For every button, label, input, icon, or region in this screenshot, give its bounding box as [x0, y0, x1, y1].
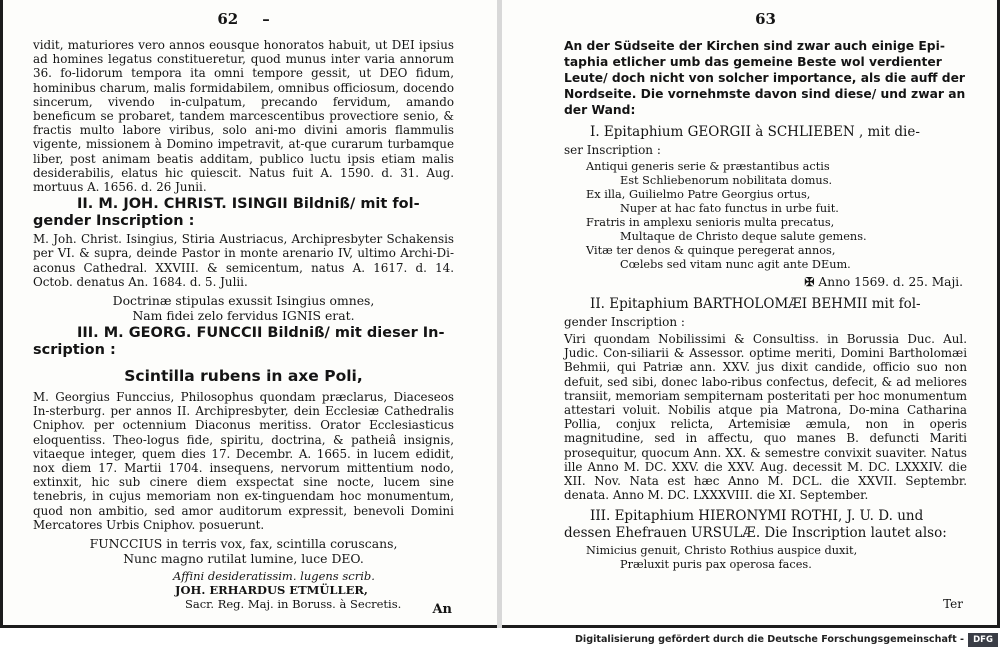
- section-heading-isingii: II. M. JOH. CHRIST. ISINGII Bildniß/ mit fol-gender Inscription :: [33, 196, 420, 230]
- signature-line-3: Sacr. Reg. Maj. in Boruss. à Secretis.: [185, 597, 402, 612]
- funccius-title: Scintilla rubens in axe Poli,: [124, 367, 363, 386]
- catchword-right: Ter: [943, 597, 963, 611]
- epitaph-1-verse: Ex illa, Guilielmo Patre Georgius ortus,: [586, 188, 811, 201]
- epitaph-1-inscription-label: ser Inscription :: [564, 143, 661, 157]
- south-side-intro: An der Südseite der Kirchen sind zwar auch einige Epi-taphia etlicher umb das gemeine Beste wol verdienter Leute/ doch nicht von solcher importance, als die auff der Nordseite. Die vornehmste davon sind diese/ und zwar an der Wand:: [564, 39, 966, 117]
- epitaph-3-title: III. Epitaphium HIERONYMI ROTHI, J. U. D. und dessen Ehefrauen URSULÆ. Die Inscription lautet also:: [564, 508, 947, 542]
- catchword-left: An: [432, 602, 452, 617]
- section-heading-funccii: III. M. GEORG. FUNCCII Bildniß/ mit dieser In-scription :: [33, 325, 445, 359]
- right-page: [502, 0, 1000, 628]
- epitaph-1-verse: Est Schliebenorum nobilitata domus.: [620, 174, 833, 187]
- paragraph-isingius-text: M. Joh. Christ. Isingius, Stiria Austriacus, Archipresbyter Schakensis per VI. & supra, deinde Pastor in monte arenario IV, ultimo Archi-Di-aconus Cathedral. XXVIII. & semicentum, natus A. 1617. d. 14. Octob. denatus An. 1684. d. 5. Julii.: [33, 232, 454, 289]
- epitaph-1-date: ✠ Anno 1569. d. 25. Maji.: [804, 275, 963, 289]
- epitaph-1-verse: Fratris in amplexu senioris multa precatus,: [586, 216, 835, 229]
- paragraph-funccius-text: M. Georgius Funccius, Philosophus quondam præclarus, Diaceseos In-sterburg. per annos II. Archipresbyter, dein Ecclesiæ Cathedralis Cniphov. per octennium Diaconus meritiss. Orator Ecclesiasticus eloquentiss. Theo-logus fide, spiritu, doctrina, & patheiâ insignis, vitaeque integer, quem dies 17. Decembr. A. 1665. in lucem edidit, nox diem 17. Martii 1704. insequens, nervorum mittentium nodo, extinxit, hic sub cinere diem exspectat sine nocte, lucem sine tenebris, in cujus memoriam non ex-tinguendam hoc monumentum, quod non ambitio, sed amor auditorum expressit, benevoli Domini Mercatores Urbis Cniphov. posuerunt.: [33, 390, 454, 532]
- epitaph-2-title: II. Epitaphium BARTHOLOMÆI BEHMII mit fol-: [590, 296, 921, 312]
- epitaph-1-verse: Cœlebs sed vitam nunc agit ante DEum.: [620, 258, 851, 271]
- epitaph-1-title: I. Epitaphium GEORGII à SCHLIEBEN , mit die-: [590, 124, 920, 140]
- signature-line-1: Affini desideratissim. lugens scrib.: [173, 569, 375, 584]
- epitaph-1-verse: Multaque de Christo deque salute gemens.: [620, 230, 867, 243]
- page-number-62: 62 –: [217, 10, 270, 28]
- funding-banner: [574, 632, 1000, 649]
- left-page: [0, 0, 498, 628]
- epitaph-1-verse: Vitæ ter denos & quinque peregerat annos,: [586, 244, 836, 257]
- right-page-content: [564, 8, 967, 619]
- epitaph-2-inscription-label: gender Inscription :: [564, 315, 685, 329]
- epitaph-3-verse: Nimicius genuit, Christo Rothius auspice duxit,: [586, 544, 858, 558]
- page-number-63: 63: [755, 10, 776, 28]
- signature-line-2: JOH. ERHARDUS ETMÜLLER,: [175, 583, 368, 598]
- funding-banner-text: Digitalisierung gefördert durch die Deutsche Forschungsgemeinschaft -: [574, 634, 964, 645]
- dfg-logo: DFG: [968, 633, 998, 647]
- epitaph-1-verse: Antiqui generis serie & præstantibus actis: [586, 160, 830, 173]
- epitaph-3-verse: Præluxit puris pax operosa faces.: [620, 558, 812, 572]
- epitaph-1-verse: Nuper at hac fato functus in urbe fuit.: [620, 202, 839, 215]
- left-page-content: [33, 8, 454, 619]
- motto-isingius: Doctrinæ stipulas exussit Isingius omnes, Nam fidei zelo fervidus IGNIS erat.: [112, 293, 375, 324]
- epitaph-2-text: Viri quondam Nobilissimi & Consultiss. in Borussia Duc. Aul. Judic. Con-siliarii & Assessor. optime meriti, Domini Bartholomæi Behmii, qui Patriæ ann. XXV. jus dixit candide, officio suo non defuit, sed sibi, donec labo-ribus confectus, defecit, & ad meliores transiit, memoriam sempiternam posteritati per hoc monumentum attestari voluit. Nobilis atque pia Matrona, Do-mina Catharina Pollia, conjux relicta, Artemisiæ æmula, non in operis magnitudine, sed in affectu, quo manes B. defuncti Mariti prosequitur, quocum Ann. XX. & semestre convixit suaviter. Natus ille Anno M. DC. XXV. die XXV. Aug. decessit M. DC. LXXXIV. die XII. Nov. Nata est hæc Anno M. DCL. die XXVII. Septembr. denata. Anno M. DC. LXXXVIII. die XI. September.: [564, 332, 967, 503]
- cross-icon: ✠: [804, 275, 815, 289]
- funccius-closing: FUNCCIUS in terris vox, fax, scintilla coruscans, Nunc magno rutilat lumine, luce DEO.: [89, 536, 398, 567]
- paragraph-isingius-intro: vidit, maturiores vero annos eousque honoratos habuit, ut DEI ipsius ad homines legatus constitueretur, quod munus inter varia annorum 36. fo-lidorum tempora ita omni tempore gessit, ut DEO fidum, hominibus charum, malis formidabilem, omnibus officiosum, docendo sincerum, vivendo in-culpatum, precando fervidum, amando beneficum se probaret, tandem marcescentibus provectiore senio, & fractis multo labore viribus, solo ani-mo divini amoris flammulis vigente, missionem à Domino impetravit, at-que curarum turbamque liber, post animam beatis additam, publico luctu ipsis etiam malis desiderabilis, elatus hic quiescit. Natus fuit A. 1590. d. 31. Aug. mortuus A. 1656. d. 26 Junii.: [33, 38, 454, 195]
